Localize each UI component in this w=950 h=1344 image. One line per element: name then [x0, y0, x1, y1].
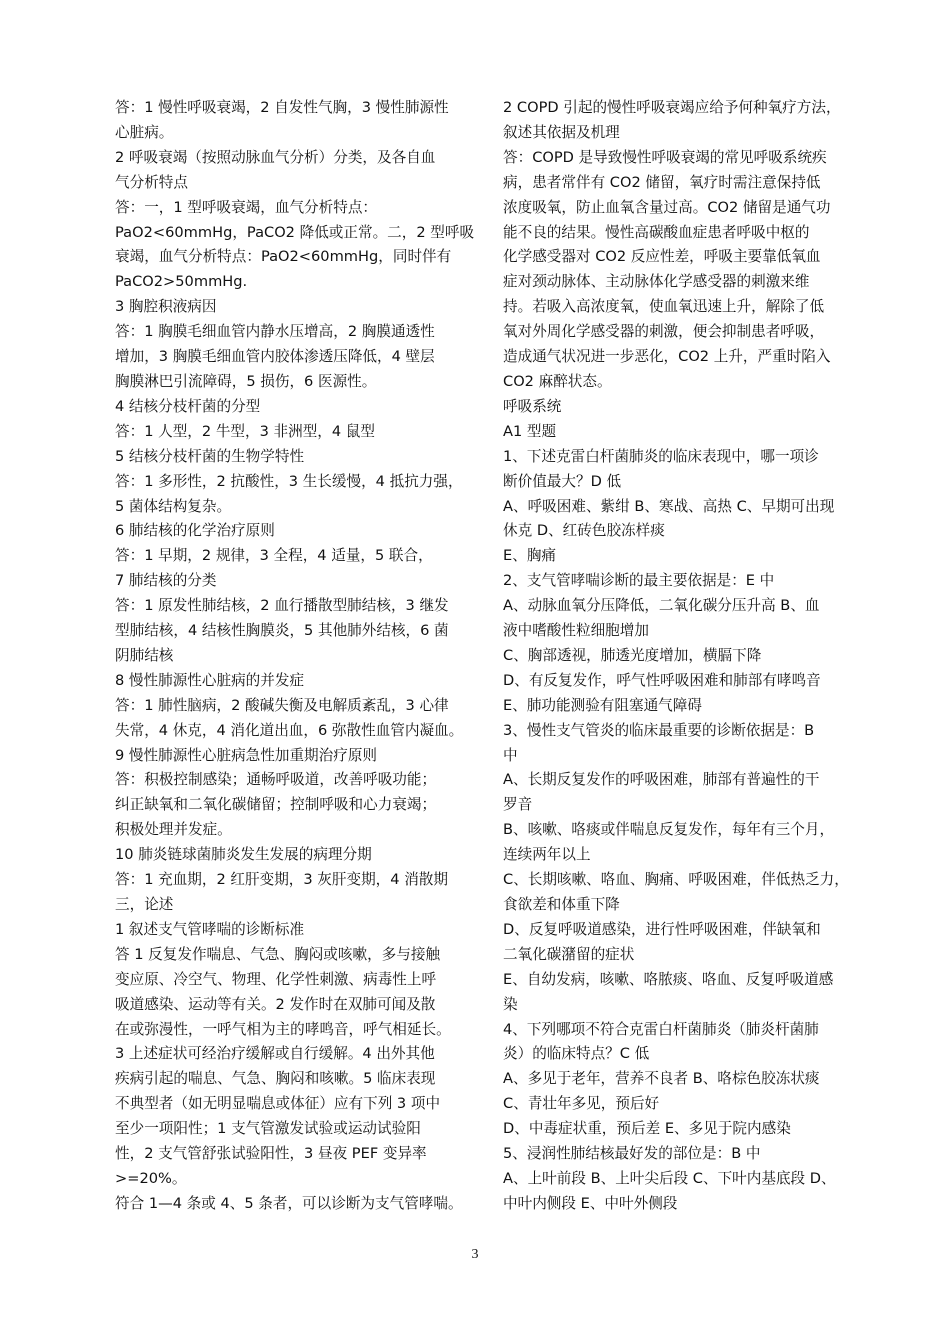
- right-column-line: A1 型题: [503, 422, 557, 440]
- left-column-line: 1 叙述支气管哮喘的诊断标准: [115, 920, 305, 938]
- left-column-line: 6 肺结核的化学治疗原则: [115, 522, 275, 540]
- right-column-line: 中: [503, 746, 518, 764]
- left-column-line: 纠正缺氧和二氧化碳储留；控制呼吸和心力衰竭；: [115, 796, 437, 814]
- left-column-line: 9 慢性肺源性心脏病急性加重期治疗原则: [115, 746, 378, 764]
- left-column-line: 答：1 充血期，2 红肝变期，3 灰肝变期，4 消散期: [115, 871, 448, 889]
- right-column-line: A、上叶前段 B、上叶尖后段 C、下叶内基底段 D、: [503, 1169, 836, 1187]
- right-column-line: 液中嗜酸性粒细胞增加: [503, 622, 649, 640]
- left-column-line: 答：1 肺性脑病，2 酸碱失衡及电解质紊乱，3 心律: [115, 696, 449, 714]
- left-column-line: 符合 1—4 条或 4、5 条者，可以诊断为支气管哮喘。: [115, 1194, 463, 1212]
- left-column-line: 增加，3 胸膜毛细血管内胶体渗透压降低，4 壁层: [115, 348, 435, 366]
- right-column-line: 炎）的临床特点？C 低: [503, 1045, 650, 1063]
- left-column-line: 4 结核分枝杆菌的分型: [115, 397, 261, 415]
- right-column-line: CO2 麻醉状态。: [503, 372, 612, 390]
- left-column-line: 阴肺结核: [115, 646, 174, 664]
- left-column-line: 衰竭，血气分析特点：PaO2<60mmHg，同时伴有: [115, 248, 452, 266]
- right-column-line: 二氧化碳潴留的症状: [503, 945, 635, 963]
- left-column-line: 吸道感染、运动等有关。2 发作时在双肺可闻及散: [115, 995, 436, 1013]
- right-column-line: 2、支气管哮喘诊断的最主要依据是：E 中: [503, 572, 775, 590]
- right-column: [503, 96, 865, 1217]
- left-column-line: 答 1 反复发作喘息、气急、胸闷或咳嗽，多与接触: [115, 945, 441, 963]
- left-column-line: 答：1 多形性，2 抗酸性，3 生长缓慢，4 抵抗力强，: [115, 472, 463, 490]
- left-column-line: 至少一项阳性；1 支气管激发试验或运动试验阳: [115, 1120, 421, 1138]
- page-number: 3: [471, 1247, 479, 1262]
- right-column-line: A、长期反复发作的呼吸困难，肺部有普遍性的干: [503, 771, 820, 789]
- right-column-line: 染: [503, 995, 518, 1013]
- left-column-line: 答：1 胸膜毛细血管内静水压增高，2 胸膜通透性: [115, 323, 435, 341]
- left-column-line: PaCO2>50mmHg.: [115, 273, 248, 291]
- right-column-line: 断价值最大？D 低: [503, 472, 622, 490]
- left-column-line: 失常，4 休克，4 消化道出血，6 弥散性血管内凝血。: [115, 721, 464, 739]
- right-column-line: D、反复呼吸道感染，进行性呼吸困难，伴缺氧和: [503, 920, 821, 938]
- left-column-line: 变应原、冷空气、物理、化学性刺激、病毒性上呼: [115, 970, 437, 988]
- right-column-line: 造成通气状况进一步恶化，CO2 上升，严重时陷入: [503, 348, 831, 366]
- right-column-line: E、胸痛: [503, 547, 557, 565]
- left-column-line: 胸膜淋巴引流障碍，5 损伤，6 医源性。: [115, 372, 377, 390]
- right-column-line: E、自幼发病，咳嗽、咯脓痰、咯血、反复呼吸道感: [503, 970, 834, 988]
- left-column-line: 在或弥漫性，一呼气相为主的哮鸣音，呼气相延长。: [115, 1020, 451, 1038]
- right-column-line: 5、浸润性肺结核最好发的部位是：B 中: [503, 1145, 761, 1163]
- left-column-line: 性，2 支气管舒张试验阳性，3 昼夜 PEF 变异率: [115, 1145, 427, 1163]
- left-column-line: 答：一，1 型呼吸衰竭，血气分析特点：: [115, 198, 378, 216]
- left-column-line: 疾病引起的喘息、气急、胸闷和咳嗽。5 临床表现: [115, 1070, 436, 1088]
- left-column: [115, 96, 477, 1217]
- right-column-line: 能不良的结果。慢性高碳酸血症患者呼吸中枢的: [503, 223, 810, 241]
- right-column-line: 中叶内侧段 E、中叶外侧段: [503, 1194, 678, 1212]
- left-column-line: 5 结核分枝杆菌的生物学特性: [115, 447, 305, 465]
- left-column-line: 3 上述症状可经治疗缓解或自行缓解。4 出外其他: [115, 1045, 435, 1063]
- right-column-line: 1、下述克雷白杆菌肺炎的临床表现中，哪一项诊: [503, 447, 819, 465]
- right-column-line: B、咳嗽、咯痰或伴喘息反复发作，每年有三个月，: [503, 821, 835, 839]
- right-column-line: 呼吸系统: [503, 397, 562, 415]
- left-column-line: 三，论述: [115, 896, 174, 913]
- left-column-line: >=20%。: [115, 1169, 187, 1187]
- right-column-line: 休克 D、红砖色胶冻样痰: [503, 522, 665, 540]
- right-column-line: D、有反复发作，呼气性呼吸困难和肺部有哮鸣音: [503, 671, 821, 689]
- left-column-line: 答：1 慢性呼吸衰竭，2 自发性气胸，3 慢性肺源性: [115, 99, 449, 116]
- left-column-line: 答：1 人型，2 牛型，3 非洲型，4 鼠型: [115, 422, 376, 440]
- left-column-line: 7 肺结核的分类: [115, 572, 217, 590]
- right-column-line: C、胸部透视，肺透光度增加，横膈下降: [503, 646, 762, 664]
- right-column-line: 2 COPD 引起的慢性呼吸衰竭应给予何种氧疗方法，: [503, 99, 841, 116]
- left-column-line: 10 肺炎链球菌肺炎发生发展的病理分期: [115, 846, 372, 864]
- right-column-line: C、青壮年多见，预后好: [503, 1095, 660, 1113]
- right-column-line: 病，患者常伴有 CO2 储留，氧疗时需注意保持低: [503, 173, 821, 191]
- right-column-line: 罗音: [503, 796, 533, 814]
- right-column-line: 持。若吸入高浓度氧，使血氧迅速上升，解除了低: [503, 298, 825, 316]
- left-column-line: 2 呼吸衰竭（按照动脉血气分析）分类，及各自血: [115, 148, 436, 166]
- right-column-line: 浓度吸氧，防止血氧含量过高。CO2 储留是通气功: [503, 198, 831, 216]
- left-column-line: 心脏病。: [115, 123, 174, 141]
- right-column-line: 化学感受器对 CO2 反应性差，呼吸主要靠低氧血: [503, 248, 821, 266]
- right-column-line: 3、慢性支气管炎的临床最重要的诊断依据是：B: [503, 721, 815, 739]
- left-column-line: 气分析特点: [115, 173, 188, 191]
- left-column-line: 答：1 原发性肺结核，2 血行播散型肺结核，3 继发: [115, 597, 449, 615]
- right-column-line: 叙述其依据及机理: [503, 123, 620, 141]
- right-column-line: A、动脉血氧分压降低，二氧化碳分压升高 B、血: [503, 597, 820, 615]
- left-column-line: 型肺结核，4 结核性胸膜炎，5 其他肺外结核，6 菌: [115, 622, 449, 640]
- left-column-line: 3 胸腔积液病因: [115, 298, 217, 316]
- left-column-line: 答：积极控制感染；通畅呼吸道，改善呼吸功能；: [115, 771, 437, 789]
- right-column-line: 连续两年以上: [503, 846, 591, 864]
- right-column-line: 食欲差和体重下降: [503, 896, 620, 913]
- right-column-line: E、肺功能测验有阻塞通气障碍: [503, 696, 702, 714]
- right-column-line: D、中毒症状重，预后差 E、多见于院内感染: [503, 1120, 791, 1138]
- right-column-line: C、长期咳嗽、咯血、胸痛、呼吸困难，伴低热乏力，: [503, 871, 849, 889]
- left-column-line: PaO2<60mmHg，PaCO2 降低或正常。二，2 型呼吸: [115, 223, 475, 241]
- left-column-line: 8 慢性肺源性心脏病的并发症: [115, 671, 305, 689]
- left-column-line: 不典型者（如无明显喘息或体征）应有下列 3 项中: [115, 1095, 441, 1113]
- left-column-line: 积极处理并发症。: [115, 821, 232, 839]
- right-column-line: A、多见于老年，营养不良者 B、咯棕色胶冻状痰: [503, 1070, 820, 1088]
- left-column-line: 5 菌体结构复杂。: [115, 497, 232, 515]
- right-column-line: 症对颈动脉体、主动脉体化学感受器的刺激来维: [503, 273, 810, 291]
- right-column-line: A、呼吸困难、紫绀 B、寒战、高热 C、早期可出现: [503, 497, 835, 515]
- left-column-line: 答：1 早期，2 规律，3 全程，4 适量，5 联合，: [115, 547, 433, 565]
- right-column-line: 4、下列哪项不符合克雷白杆菌肺炎（肺炎杆菌肺: [503, 1020, 819, 1038]
- right-column-line: 氧对外周化学感受器的刺激，便会抑制患者呼吸，: [503, 323, 825, 341]
- right-column-line: 答：COPD 是导致慢性呼吸衰竭的常见呼吸系统疾: [503, 148, 827, 166]
